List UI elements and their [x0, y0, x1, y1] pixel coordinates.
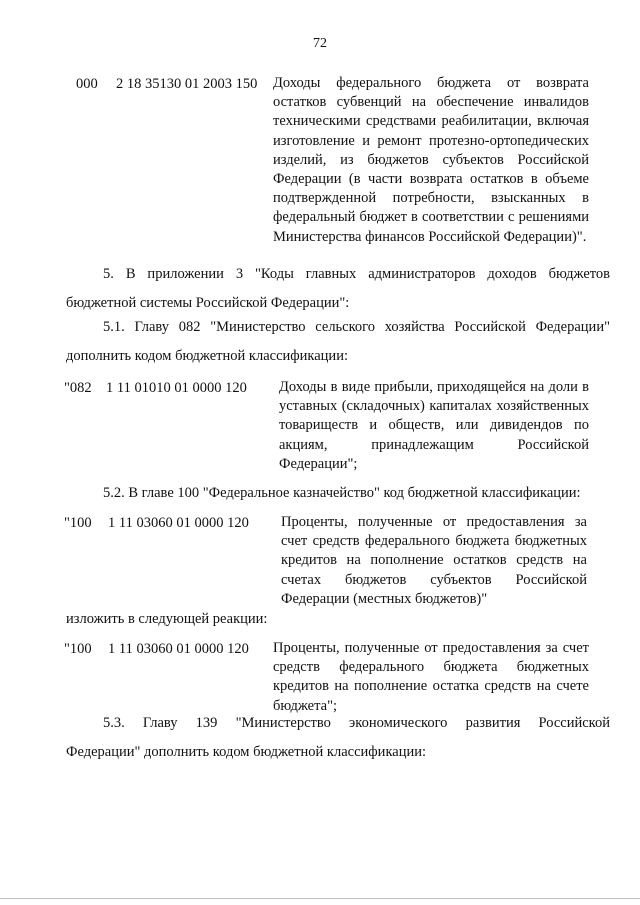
paragraph-5-1: 5.1. Главу 082 "Министерство сельского хозяйства Российской Федерации" дополнить кодом бюджетной классификации: [66, 319, 610, 364]
paragraph-5-3-line-1: 5.3. Главу 139 "Министерство экономического развития Российской [103, 715, 610, 731]
entry-1-description: Доходы федерального бюджета от возврата остатков субвенций на обеспечение инвалидов техническими средствами реабилитации, включая изготовление и ремонт протезно-ортопедических изделий, из бюджетов субъектов Российской Федерации (в части возврата остатков в объеме подтвержденной потребности, взысканных в федеральный бюджет в соответствии с решениями Министерства финансов Российской Федерации)". [273, 75, 589, 245]
entry-1-classification-code: 2 18 35130 01 2003 150 [116, 76, 258, 92]
paragraph-restate: изложить в следующей реакции: [66, 611, 268, 627]
page-number: 72 [313, 36, 327, 51]
entry-3-admin-code: "100 [64, 515, 92, 531]
paragraph-5: 5. В приложении 3 "Коды главных администраторов доходов бюджетов бюджетной системы Российской Федерации": [66, 266, 610, 311]
entry-4-admin-code: "100 [64, 641, 92, 657]
entry-4-classification-code: 1 11 03060 01 0000 120 [108, 641, 249, 657]
entry-2-classification-code: 1 11 01010 01 0000 120 [106, 380, 247, 396]
scan-edge-line [0, 898, 640, 899]
entry-2-admin-code: "082 [64, 380, 92, 396]
entry-1-admin-code: 000 [76, 76, 98, 92]
paragraph-5-2: 5.2. В главе 100 "Федеральное казначейство" код бюджетной классификации: [103, 485, 581, 501]
entry-4-description: Проценты, полученные от предоставления за счет средств федерального бюджета бюджетных кредитов на пополнение остатка средств на счете бюджета"; [273, 640, 589, 714]
entry-2-description: Доходы в виде прибыли, приходящейся на доли в уставных (складочных) капиталах хозяйственных товариществ и обществ, или дивидендов по акциям, принадлежащим Российской Федерации"; [279, 379, 589, 472]
paragraph-5-3-line-2: Федерации" дополнить кодом бюджетной классификации: [66, 744, 427, 760]
entry-3-description: Проценты, полученные от предоставления за счет средств федерального бюджета бюджетных кредитов на пополнение остатков средств на счетах бюджетов субъектов Российской Федерации (местных бюджетов)" [281, 514, 587, 607]
entry-3-classification-code: 1 11 03060 01 0000 120 [108, 515, 249, 531]
